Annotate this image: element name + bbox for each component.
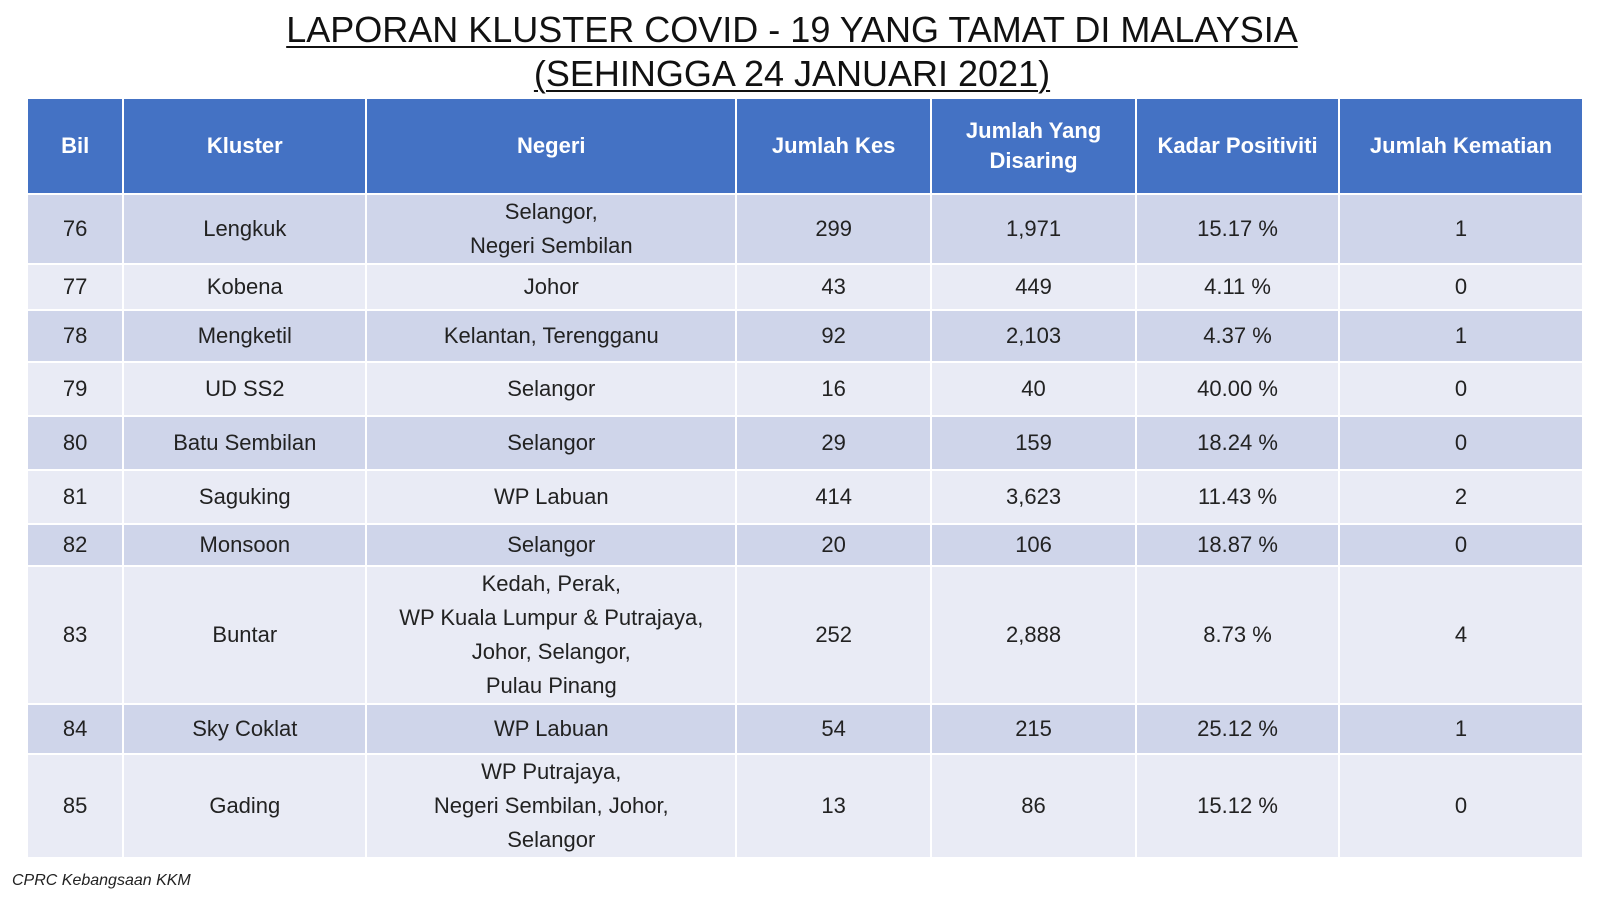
table-row [27,704,1583,754]
cell-jumlah-kes: 29 [736,416,931,470]
table-row [27,566,1583,704]
title-block [0,8,1584,96]
cell-jumlah-kematian: 0 [1339,524,1583,566]
cell-negeri [366,470,736,524]
header-jumlah-kes: Jumlah Kes [736,98,931,194]
cell-jumlah-disaring: 3,623 [931,470,1136,524]
cell-negeri [366,362,736,416]
cell-kluster: Saguking [123,470,366,524]
cell-jumlah-kematian: 0 [1339,754,1583,858]
header-kadar-positiviti: Kadar Positiviti [1136,98,1339,194]
cell-negeri [366,754,736,858]
cell-jumlah-disaring: 2,103 [931,310,1136,362]
header-kluster: Kluster [123,98,366,194]
cell-kluster: Lengkuk [123,194,366,264]
cell-jumlah-kes: 20 [736,524,931,566]
cell-jumlah-kematian: 0 [1339,264,1583,310]
cell-kadar-positiviti: 11.43 % [1136,470,1339,524]
cell-jumlah-kes: 13 [736,754,931,858]
cluster-table [26,97,1584,859]
cell-jumlah-kes: 92 [736,310,931,362]
cell-negeri [366,310,736,362]
table-row [27,416,1583,470]
cell-jumlah-kes: 16 [736,362,931,416]
table-body [27,194,1583,858]
cell-jumlah-kes: 43 [736,264,931,310]
cell-jumlah-kematian: 4 [1339,566,1583,704]
cell-kadar-positiviti: 18.87 % [1136,524,1339,566]
cell-kluster: UD SS2 [123,362,366,416]
negeri-line: Negeri Sembilan, Johor, [433,793,669,818]
negeri-line: WP Labuan [493,484,609,509]
negeri-line: Kedah, Perak, [481,571,621,596]
table-row [27,362,1583,416]
cell-kluster: Buntar [123,566,366,704]
table-header [27,98,1583,194]
cell-jumlah-kes: 299 [736,194,931,264]
table-row [27,524,1583,566]
table-row [27,310,1583,362]
cell-jumlah-kematian: 0 [1339,416,1583,470]
negeri-line: Kelantan, Terengganu [443,323,659,348]
cell-jumlah-kematian: 2 [1339,470,1583,524]
cell-kluster: Mengketil [123,310,366,362]
header-row [27,98,1583,194]
cell-negeri [366,566,736,704]
negeri-line: WP Labuan [493,716,609,741]
cell-bil: 85 [27,754,123,858]
cell-jumlah-disaring: 159 [931,416,1136,470]
cell-kadar-positiviti: 18.24 % [1136,416,1339,470]
negeri-line: Johor, Selangor, [471,639,631,664]
cell-jumlah-disaring: 1,971 [931,194,1136,264]
cell-kadar-positiviti: 8.73 % [1136,566,1339,704]
table-row [27,264,1583,310]
cell-jumlah-kematian: 1 [1339,194,1583,264]
cell-jumlah-kematian: 0 [1339,362,1583,416]
header-jumlah-disaring-line2: Disaring [989,148,1078,173]
source-note: CPRC Kebangsaan KKM [12,872,191,889]
cell-kluster: Batu Sembilan [123,416,366,470]
cell-bil: 76 [27,194,123,264]
cell-kadar-positiviti: 4.11 % [1136,264,1339,310]
negeri-line: Selangor [507,532,596,557]
cell-bil: 77 [27,264,123,310]
header-jumlah-kematian: Jumlah Kematian [1339,98,1583,194]
cell-kadar-positiviti: 15.17 % [1136,194,1339,264]
cell-negeri [366,264,736,310]
cell-kluster: Sky Coklat [123,704,366,754]
cell-bil: 78 [27,310,123,362]
cell-bil: 84 [27,704,123,754]
cell-bil: 79 [27,362,123,416]
cell-bil: 81 [27,470,123,524]
negeri-line: WP Kuala Lumpur & Putrajaya, [399,605,704,630]
cell-jumlah-disaring: 215 [931,704,1136,754]
header-negeri: Negeri [366,98,736,194]
cell-negeri [366,194,736,264]
table-row [27,194,1583,264]
negeri-line: Negeri Sembilan [469,233,633,258]
cell-bil: 80 [27,416,123,470]
cell-kluster: Kobena [123,264,366,310]
negeri-line: Johor [523,274,579,299]
report-subtitle: (SEHINGGA 24 JANUARI 2021) [533,53,1051,94]
cell-negeri [366,524,736,566]
cell-jumlah-disaring: 449 [931,264,1136,310]
cell-kadar-positiviti: 40.00 % [1136,362,1339,416]
report-title: LAPORAN KLUSTER COVID - 19 YANG TAMAT DI MALAYSIA [286,9,1298,50]
cell-jumlah-disaring: 86 [931,754,1136,858]
header-jumlah-disaring [931,98,1136,194]
table-row [27,470,1583,524]
cell-jumlah-kes: 54 [736,704,931,754]
cell-jumlah-kematian: 1 [1339,310,1583,362]
cell-bil: 82 [27,524,123,566]
cell-bil: 83 [27,566,123,704]
cell-jumlah-disaring: 106 [931,524,1136,566]
cell-kadar-positiviti: 15.12 % [1136,754,1339,858]
cell-jumlah-kematian: 1 [1339,704,1583,754]
negeri-line: Pulau Pinang [485,673,617,698]
cell-jumlah-kes: 252 [736,566,931,704]
cell-jumlah-disaring: 2,888 [931,566,1136,704]
negeri-line: Selangor [507,827,596,852]
cell-jumlah-kes: 414 [736,470,931,524]
negeri-line: WP Putrajaya, [481,759,622,784]
cell-kadar-positiviti: 4.37 % [1136,310,1339,362]
cell-kluster: Monsoon [123,524,366,566]
cell-negeri [366,704,736,754]
table-row [27,754,1583,858]
cell-jumlah-disaring: 40 [931,362,1136,416]
header-jumlah-disaring-line1: Jumlah Yang [965,118,1102,143]
cell-negeri [366,416,736,470]
cell-kadar-positiviti: 25.12 % [1136,704,1339,754]
negeri-line: Selangor [507,430,596,455]
negeri-line: Selangor [507,376,596,401]
header-bil: Bil [27,98,123,194]
cell-kluster: Gading [123,754,366,858]
negeri-line: Selangor, [504,199,598,224]
